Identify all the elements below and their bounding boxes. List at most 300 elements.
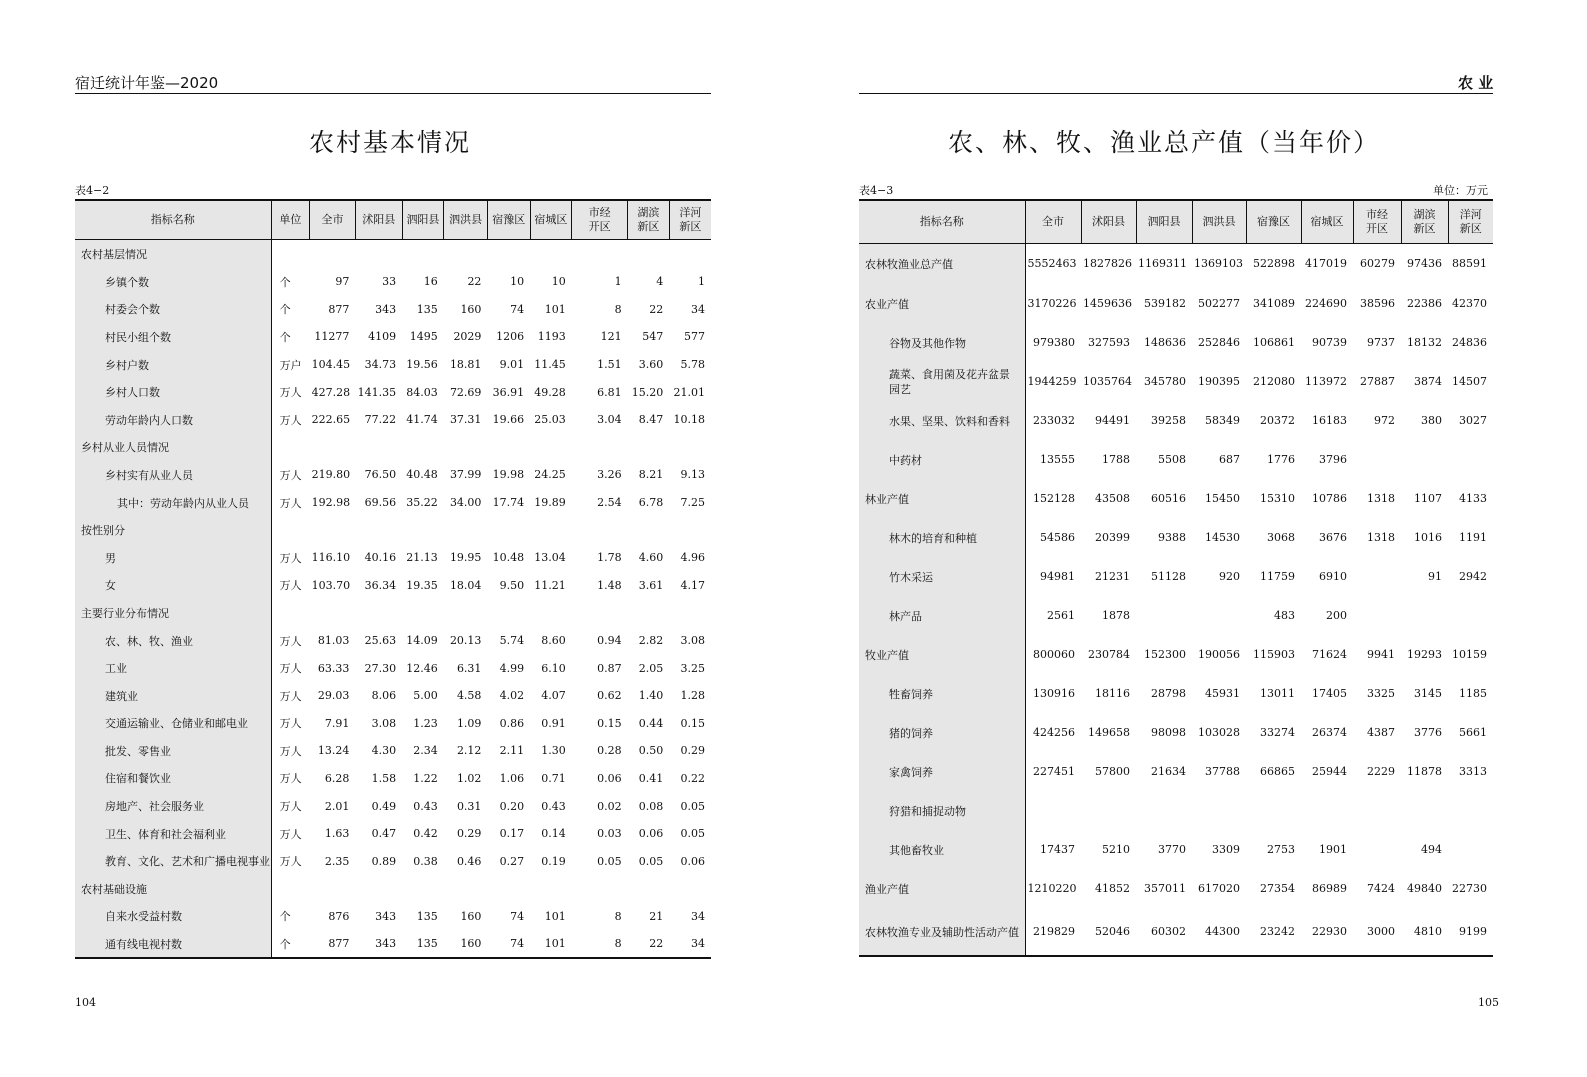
value-cell — [355, 434, 402, 462]
right-header-cell: 泗阳县 — [1136, 200, 1192, 243]
unit-cell: 个 — [279, 910, 291, 924]
value-cell: 27887 — [1360, 375, 1395, 388]
table-row — [75, 351, 711, 379]
value-cell: 4810 — [1401, 908, 1448, 956]
value-cell — [628, 434, 670, 462]
value-cell: 71624 — [1312, 648, 1347, 661]
value-cell: 8 — [614, 909, 622, 923]
value-cell: 2.54 — [597, 496, 622, 510]
value-cell: 3676 — [1319, 531, 1347, 544]
table-row — [75, 516, 711, 544]
value-cell: 3.25 — [680, 661, 705, 675]
value-cell: 10786 — [1312, 492, 1347, 505]
value-cell: 97436 — [1407, 257, 1442, 271]
value-cell: 0.06 — [680, 854, 705, 868]
value-cell: 2229 — [1367, 765, 1395, 778]
value-cell: 2.34 — [413, 744, 438, 758]
value-cell: 979380 — [1033, 336, 1075, 349]
page-number-left: 104 — [75, 996, 96, 1009]
value-cell — [444, 875, 488, 903]
row-label: 自来水受益村数 — [75, 903, 271, 931]
table-row — [859, 830, 1493, 869]
row-label: 水果、坚果、饮料和香料 — [859, 401, 1025, 440]
value-cell — [355, 516, 402, 544]
value-cell: 6910 — [1319, 570, 1347, 583]
table-row — [859, 908, 1493, 956]
value-cell: 547 — [642, 330, 664, 344]
value-cell: 19.89 — [534, 496, 566, 510]
table-row — [859, 323, 1493, 362]
value-cell: 60279 — [1360, 257, 1395, 271]
value-cell: 2.05 — [638, 661, 664, 675]
left-header-cell: 洋河 新区 — [669, 200, 711, 239]
value-cell: 3.08 — [680, 634, 705, 648]
value-cell: 7424 — [1367, 882, 1395, 895]
value-cell: 72.69 — [449, 385, 482, 399]
value-cell: 9.50 — [499, 578, 525, 592]
row-label: 林业产值 — [859, 479, 1025, 518]
value-cell: 66865 — [1260, 765, 1295, 778]
value-cell: 1210220 — [1027, 882, 1077, 895]
value-cell: 22386 — [1407, 297, 1442, 310]
value-cell: 4.99 — [499, 661, 525, 675]
value-cell: 222.65 — [311, 413, 351, 427]
value-cell: 252846 — [1198, 336, 1240, 349]
value-cell: 502277 — [1198, 297, 1240, 310]
table-row — [859, 440, 1493, 479]
value-cell: 2029 — [453, 330, 482, 344]
value-cell — [487, 516, 530, 544]
value-cell: 141.35 — [357, 385, 397, 399]
value-cell: 1776 — [1267, 453, 1295, 466]
value-cell — [402, 516, 444, 544]
value-cell: 2.12 — [456, 744, 482, 758]
value-cell: 27354 — [1260, 882, 1295, 895]
rural-basic-table — [75, 199, 711, 959]
value-cell: 920 — [1219, 570, 1240, 583]
value-cell: 21231 — [1095, 570, 1130, 583]
value-cell: 52046 — [1081, 908, 1136, 956]
unit-cell: 万人 — [279, 717, 302, 731]
value-cell: 0.44 — [638, 716, 664, 730]
value-cell: 5552463 — [1027, 257, 1077, 271]
value-cell: 5508 — [1158, 453, 1186, 466]
value-cell: 28798 — [1151, 687, 1186, 700]
value-cell: 18.04 — [449, 578, 482, 592]
value-cell: 11.21 — [534, 578, 566, 592]
value-cell: 3027 — [1459, 414, 1487, 427]
value-cell — [1025, 791, 1081, 830]
value-cell: 160 — [444, 930, 488, 958]
value-cell: 0.08 — [638, 799, 664, 813]
value-cell: 380 — [1421, 414, 1442, 427]
value-cell: 10159 — [1452, 648, 1487, 661]
value-cell: 1318 — [1367, 531, 1395, 544]
value-cell: 0.47 — [371, 827, 397, 841]
value-cell: 54586 — [1040, 531, 1075, 544]
value-cell — [628, 875, 670, 903]
value-cell: 25944 — [1312, 765, 1347, 778]
unit-cell: 万人 — [279, 744, 302, 758]
value-cell: 15310 — [1260, 492, 1295, 505]
value-cell — [1448, 830, 1493, 869]
unit-cell: 个 — [271, 930, 310, 958]
value-cell: 1.58 — [371, 771, 397, 785]
value-cell: 0.86 — [499, 716, 525, 730]
table-row — [75, 461, 711, 489]
value-cell: 1 — [614, 275, 622, 289]
value-cell: 13011 — [1260, 687, 1295, 700]
value-cell: 1107 — [1414, 492, 1442, 505]
value-cell — [669, 875, 711, 903]
value-cell — [1401, 596, 1448, 635]
value-cell: 522898 — [1253, 257, 1295, 271]
value-cell: 0.05 — [597, 854, 622, 868]
row-label: 竹木采运 — [859, 557, 1025, 596]
value-cell: 6.28 — [324, 771, 350, 785]
value-cell — [1246, 791, 1301, 830]
value-cell — [628, 516, 670, 544]
table-row — [75, 765, 711, 793]
value-cell: 40.16 — [364, 551, 397, 565]
table-row — [75, 627, 711, 655]
value-cell: 104.45 — [311, 358, 351, 372]
value-cell: 29.03 — [317, 689, 350, 703]
value-cell: 45931 — [1205, 687, 1240, 700]
row-label: 其他畜牧业 — [859, 830, 1025, 869]
value-cell — [310, 516, 356, 544]
value-cell — [628, 599, 670, 627]
unit-cell: 万人 — [279, 662, 302, 676]
value-cell: 190395 — [1198, 375, 1240, 388]
value-cell: 2561 — [1047, 609, 1075, 622]
value-cell: 34 — [691, 302, 705, 316]
unit-cell: 万人 — [279, 800, 302, 814]
value-cell: 43508 — [1095, 492, 1130, 505]
value-cell: 36.91 — [492, 385, 525, 399]
value-cell: 91 — [1428, 570, 1442, 583]
value-cell — [530, 599, 572, 627]
value-cell: 224690 — [1305, 297, 1347, 310]
value-cell — [1192, 791, 1246, 830]
value-cell: 192.98 — [311, 496, 351, 510]
page-title-right: 农、林、牧、渔业总产值（当年价） — [948, 128, 1381, 157]
value-cell: 3796 — [1319, 453, 1347, 466]
value-cell: 1901 — [1319, 843, 1347, 856]
value-cell: 160 — [460, 302, 482, 316]
value-cell: 101 — [544, 909, 566, 923]
value-cell — [487, 875, 530, 903]
value-cell — [355, 239, 402, 268]
value-cell: 25.63 — [364, 634, 397, 648]
value-cell: 16 — [423, 275, 438, 289]
value-cell: 1459636 — [1083, 297, 1132, 310]
value-cell — [402, 875, 444, 903]
value-cell: 60516 — [1151, 492, 1186, 505]
value-cell: 0.41 — [638, 771, 664, 785]
table-row — [75, 847, 711, 875]
row-label: 乡村人口数 — [75, 378, 271, 406]
value-cell: 219.80 — [311, 468, 351, 482]
value-cell: 81.03 — [317, 634, 350, 648]
value-cell: 0.15 — [597, 716, 622, 730]
value-cell: 0.28 — [597, 744, 622, 758]
table-row — [75, 323, 711, 351]
table-row — [75, 378, 711, 406]
value-cell — [1353, 830, 1401, 869]
unit-cell: 万人 — [279, 468, 302, 482]
value-cell: 19.98 — [492, 468, 525, 482]
value-cell: 103028 — [1198, 726, 1240, 739]
value-cell: 10.48 — [492, 551, 525, 565]
value-cell: 19.56 — [406, 358, 438, 372]
value-cell: 1878 — [1102, 609, 1130, 622]
value-cell: 11277 — [314, 330, 350, 344]
value-cell: 1827826 — [1083, 257, 1132, 271]
table-row — [75, 544, 711, 572]
table-row — [75, 406, 711, 434]
value-cell: 200 — [1326, 609, 1347, 622]
value-cell — [572, 239, 628, 268]
value-cell: 23242 — [1246, 908, 1301, 956]
value-cell: 1.51 — [597, 358, 622, 372]
value-cell: 74 — [510, 909, 525, 923]
value-cell: 0.02 — [597, 799, 622, 813]
value-cell: 14507 — [1452, 375, 1487, 388]
value-cell — [402, 239, 444, 268]
value-cell: 233032 — [1033, 414, 1075, 427]
value-cell: 18116 — [1095, 687, 1130, 700]
table-row — [859, 284, 1493, 323]
value-cell: 1191 — [1459, 531, 1487, 544]
value-cell: 2.01 — [324, 799, 350, 813]
value-cell: 101 — [530, 930, 572, 958]
value-cell: 6.31 — [456, 661, 482, 675]
value-cell: 135 — [416, 302, 438, 316]
table-row — [75, 572, 711, 600]
left-header-cell: 宿豫区 — [487, 200, 530, 239]
value-cell: 51128 — [1151, 570, 1186, 583]
value-cell: 4387 — [1367, 726, 1395, 739]
value-cell: 0.29 — [680, 744, 705, 758]
value-cell: 617020 — [1198, 882, 1240, 895]
value-cell: 0.31 — [456, 799, 482, 813]
value-cell: 687 — [1219, 453, 1240, 466]
unit-cell: 万人 — [279, 551, 302, 565]
value-cell — [444, 599, 488, 627]
value-cell — [669, 434, 711, 462]
table-row — [75, 268, 711, 296]
value-cell: 76.50 — [364, 468, 397, 482]
row-label: 建筑业 — [75, 682, 271, 710]
value-cell: 0.94 — [597, 634, 622, 648]
unit-cell: 万人 — [279, 413, 302, 427]
unit-cell: 万人 — [279, 772, 302, 786]
value-cell: 1.63 — [324, 827, 350, 841]
value-cell — [530, 434, 572, 462]
value-cell — [1353, 791, 1401, 830]
value-cell — [1301, 791, 1353, 830]
value-cell: 539182 — [1144, 297, 1186, 310]
value-cell — [1192, 596, 1246, 635]
unit-cell — [271, 875, 310, 903]
value-cell: 3170226 — [1027, 297, 1077, 310]
value-cell: 9737 — [1367, 336, 1395, 349]
left-header-cell: 泗洪县 — [444, 200, 488, 239]
value-cell: 0.50 — [638, 744, 664, 758]
value-cell: 4.30 — [371, 744, 397, 758]
value-cell: 49840 — [1407, 882, 1442, 895]
row-label: 蔬菜、食用菌及花卉盆景园艺 — [859, 362, 1025, 401]
table-row — [75, 930, 711, 958]
value-cell: 9388 — [1158, 531, 1186, 544]
value-cell: 9.13 — [680, 468, 705, 482]
unit-cell — [271, 599, 310, 627]
value-cell: 18132 — [1407, 336, 1442, 349]
table-row — [75, 710, 711, 738]
table-row — [859, 752, 1493, 791]
value-cell — [487, 599, 530, 627]
value-cell: 1.30 — [541, 744, 566, 758]
row-label: 劳动年龄内人口数 — [75, 406, 271, 434]
value-cell: 230784 — [1088, 648, 1130, 661]
value-cell: 90739 — [1312, 336, 1347, 349]
value-cell: 135 — [402, 930, 444, 958]
value-cell: 877 — [328, 302, 350, 316]
value-cell: 972 — [1374, 414, 1395, 427]
running-head-right: 农 业 — [1458, 74, 1494, 92]
value-cell: 40.48 — [406, 468, 438, 482]
row-label: 农林牧渔业总产值 — [859, 243, 1025, 284]
row-label: 按性别分 — [75, 516, 271, 544]
table-row — [75, 239, 711, 268]
value-cell: 483 — [1274, 609, 1295, 622]
row-label: 农、林、牧、渔业 — [75, 627, 271, 655]
right-header-cell: 泗洪县 — [1192, 200, 1246, 243]
value-cell: 24.25 — [534, 468, 566, 482]
value-cell: 1 — [698, 275, 705, 289]
value-cell: 800060 — [1033, 648, 1075, 661]
row-label: 卫生、体育和社会福利业 — [75, 820, 271, 848]
value-cell: 4.17 — [680, 578, 705, 592]
value-cell: 74 — [510, 302, 525, 316]
value-cell: 10 — [551, 275, 566, 289]
value-cell — [444, 239, 488, 268]
left-header-cell: 宿城区 — [530, 200, 572, 239]
value-cell: 34.73 — [364, 358, 397, 372]
value-cell: 37.99 — [449, 468, 482, 482]
value-cell — [310, 239, 356, 268]
unit-cell: 万人 — [279, 579, 302, 593]
value-cell: 5.74 — [499, 634, 525, 648]
value-cell — [1401, 440, 1448, 479]
value-cell: 427.28 — [311, 385, 351, 399]
value-cell: 11.45 — [534, 358, 566, 372]
value-cell: 22 — [649, 302, 664, 316]
table-row — [859, 479, 1493, 518]
value-cell: 17.74 — [492, 496, 525, 510]
value-cell: 0.05 — [680, 799, 705, 813]
unit-cell: 万人 — [279, 634, 302, 648]
value-cell — [669, 599, 711, 627]
value-cell: 1495 — [409, 330, 438, 344]
value-cell: 0.03 — [597, 827, 622, 841]
value-cell: 3874 — [1414, 375, 1442, 388]
value-cell: 876 — [328, 909, 350, 923]
value-cell: 21 — [649, 909, 664, 923]
value-cell: 0.87 — [597, 661, 622, 675]
value-cell: 219829 — [1025, 908, 1081, 956]
value-cell — [1448, 791, 1493, 830]
value-cell: 20372 — [1260, 414, 1295, 427]
value-cell: 4.02 — [499, 689, 525, 703]
value-cell: 0.17 — [499, 827, 525, 841]
value-cell: 39258 — [1151, 414, 1186, 427]
header-rule-right — [859, 93, 1493, 94]
row-label: 通有线电视村数 — [75, 930, 271, 958]
row-label: 渔业产值 — [859, 869, 1025, 908]
unit-cell: 万人 — [279, 386, 302, 400]
value-cell: 121 — [600, 330, 622, 344]
value-cell: 9199 — [1448, 908, 1493, 956]
value-cell: 3770 — [1158, 843, 1186, 856]
unit-cell: 个 — [279, 303, 291, 317]
value-cell: 341089 — [1253, 297, 1295, 310]
value-cell: 74 — [487, 930, 530, 958]
value-cell: 97 — [335, 275, 350, 289]
unit-cell: 万户 — [279, 358, 302, 372]
value-cell: 5210 — [1102, 843, 1130, 856]
value-cell: 11759 — [1260, 570, 1295, 583]
value-cell: 21.01 — [673, 385, 705, 399]
value-cell: 106861 — [1253, 336, 1295, 349]
value-cell: 11878 — [1407, 765, 1442, 778]
value-cell: 2942 — [1459, 570, 1487, 583]
value-cell: 15450 — [1205, 492, 1240, 505]
value-cell: 19293 — [1407, 648, 1442, 661]
left-page — [0, 0, 790, 1077]
value-cell: 0.43 — [413, 799, 438, 813]
value-cell: 27.30 — [364, 661, 397, 675]
value-cell: 8.60 — [541, 634, 566, 648]
value-cell: 33 — [382, 275, 397, 289]
page-title-left: 农村基本情况 — [309, 128, 472, 157]
value-cell: 1318 — [1367, 492, 1395, 505]
value-cell: 0.06 — [638, 827, 664, 841]
value-cell: 13.04 — [534, 551, 566, 565]
unit-cell — [271, 516, 310, 544]
value-cell: 3.08 — [371, 716, 397, 730]
left-header-cell: 湖滨 新区 — [628, 200, 670, 239]
value-cell — [310, 434, 356, 462]
unit-cell — [271, 239, 310, 268]
header-rule-left — [75, 93, 711, 94]
value-cell: 0.19 — [541, 854, 566, 868]
value-cell: 0.43 — [541, 799, 566, 813]
value-cell: 417019 — [1305, 257, 1347, 271]
unit-note: 单位：万元 — [1433, 184, 1488, 197]
row-label: 狩猎和捕捉动物 — [859, 791, 1025, 830]
table-row — [75, 875, 711, 903]
value-cell: 149658 — [1088, 726, 1130, 739]
value-cell: 41.74 — [406, 413, 438, 427]
value-cell — [444, 434, 488, 462]
value-cell: 577 — [684, 330, 705, 344]
row-label: 谷物及其他作物 — [859, 323, 1025, 362]
value-cell — [1448, 440, 1493, 479]
table-row — [859, 243, 1493, 284]
unit-cell: 个 — [279, 275, 291, 289]
